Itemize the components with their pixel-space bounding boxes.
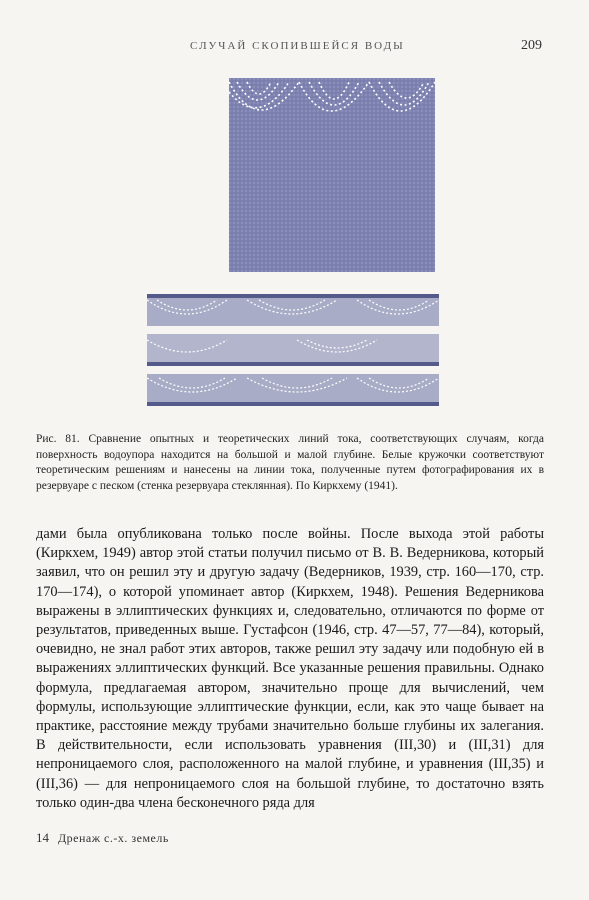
flow-lines-strip-1	[147, 294, 439, 326]
page-footer	[36, 830, 169, 846]
flow-lines-photo-deep	[229, 78, 435, 272]
paragraph: дами была опубликована только после войны. После выхода этой работы (Киркхем, 1949) автор этой статьи получил письмо от В. В. Ведерникова, который заявил, что он решил эту и другую задачу (Ведерников, 1939, стр. 160—170, стр. 170—174), о которой упоминает автор (Киркхем, 1948). Решения Ведерникова выражены в эллиптических функциях и, следовательно, отличаются по форме от результатов, приведенных выше. Густафсон (1946, стр. 47—57, 77—84), который, очевидно, не знал работ этих авторов, также решил эту задачу или подобную ей в выражениях эллиптических функций. Все указанные решения правильны. Однако формула, предлагаемая автором, значительно проще для вычислений, чем формулы, использующие эллиптические функции, если, как это чаще бывает на практике, расстояние между трубами значительно больше глубины их залегания. В действительности, если использовать уравнения (III,30) и (III,31) для непроницаемого слоя, расположенного на малой глубине, и уравнения (III,35) и (III,36) — для непроницаемого слоя на большой глубине, то достаточно взять только один-два члена бесконечного ряда для	[36, 526, 544, 811]
body-text	[36, 525, 544, 813]
figure-caption: Рис. 81. Сравнение опытных и теоретических линий тока, соответствующих случаям, когда поверхность водоупора находится на большой и малой глубине. Белые кружочки соответствуют теоретическим решениям и нанесены на линии тока, полученные путем фотографирования их в резервуаре с песком (стенка резервуара стеклянная). По Киркхему (1941).	[36, 433, 544, 492]
signature-number: 14	[36, 830, 49, 845]
page-header	[60, 40, 542, 58]
flow-lines-strip-3	[147, 374, 439, 406]
running-title: СЛУЧАЙ СКОПИВШЕЙСЯ ВОДЫ	[190, 40, 405, 52]
signature-text: Дренаж с.-х. земель	[58, 831, 169, 845]
flow-lines-strip-2	[147, 334, 439, 366]
page-number: 209	[521, 38, 542, 53]
figure-81	[147, 78, 439, 408]
